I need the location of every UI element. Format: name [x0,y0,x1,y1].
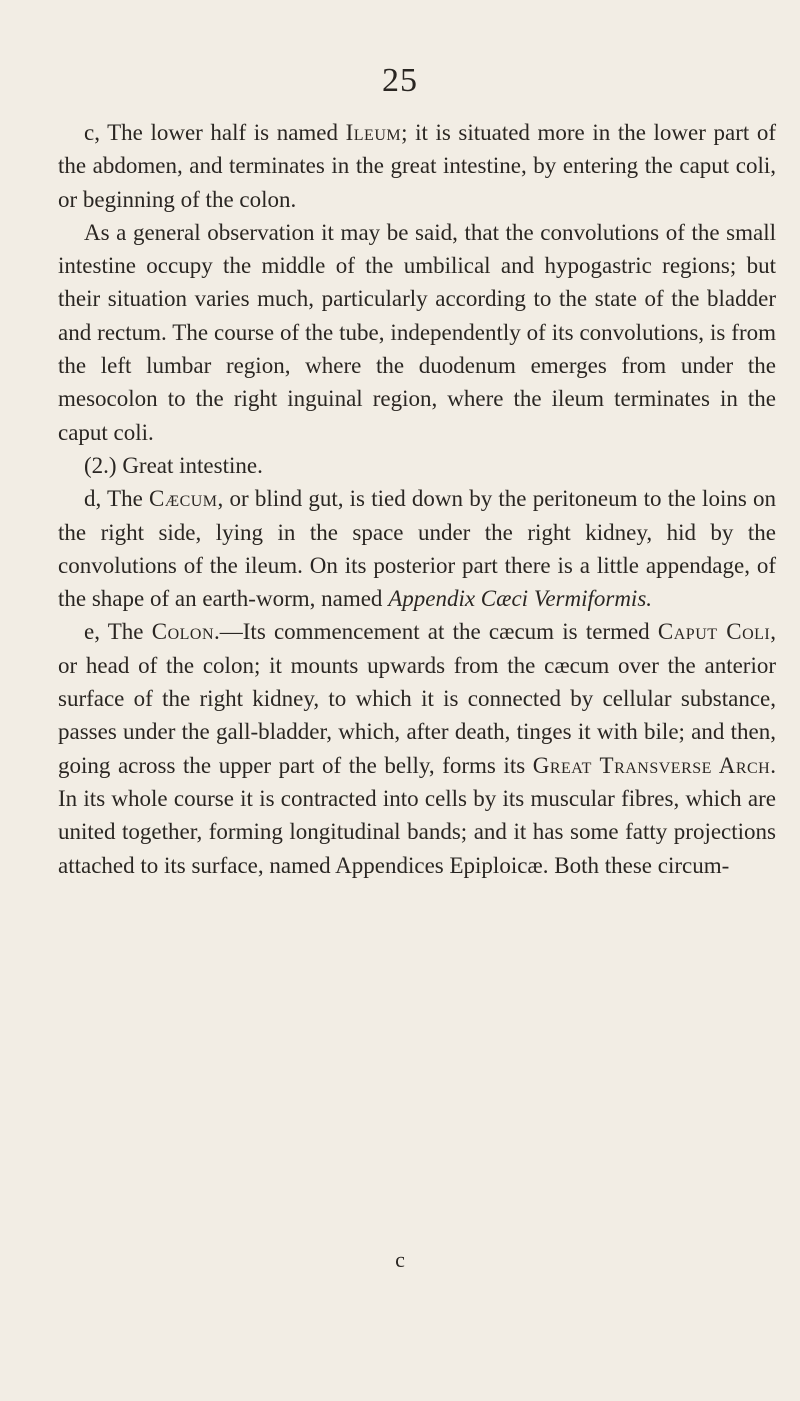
paragraph-colon [58,615,776,881]
text-run: . In its whole course it is contracted into cells by its muscular fibres, which are united together, forming longitudinal bands; and it has some fatty projections attached to its surface, named Appendices Epiploicæ. Both these circum- [58,752,776,878]
text-run: c, The lower half is named [84,120,346,145]
paragraph-great-intestine-heading: (2.) Great intestine. [84,452,263,478]
signature-mark: c [395,1247,405,1272]
term-ileum: Ileum [345,120,402,145]
term-great-transverse-arch: Great Transverse Arch [532,752,771,778]
paragraph-ileum [58,116,776,216]
text-run: ; it is situated more in the lower part of the abdomen, and terminates in the great intestine, by entering the caput coli, or beginning of the colon. [58,120,776,212]
term-appendix: Appendix Cæci Vermiformis. [388,586,653,612]
body-text [58,116,776,882]
text-run: .—Its commencement at the cæcum is termed [214,619,658,645]
text-run: , or head of the colon; it mounts upwards from the cæcum over the anterior surface of the right kidney, to which it is connected by cellular substance, passes under the gall-bladder, which, after death, tinges it with bile; and then, going across the upper part of the belly, forms its [58,619,776,778]
text-run: e, The [84,619,152,645]
paragraph-general-observation: As a general observation it may be said, that the convolutions of the small intestine occupy the middle of the umbilical and hypogastric regions; but their situation varies much, particularly according to the state of the bladder and rectum. The course of the tube, independently of its convolutions, is from the left lumbar region, where the duodenum emerges from under the mesocolon to the right inguinal region, where the ileum terminates in the caput coli. [58,219,776,445]
page-number: 25 [382,62,418,99]
term-colon: Colon [151,619,215,645]
paragraph-caecum [58,482,776,615]
text-run: d, The [84,486,149,512]
term-caput-coli: Caput Coli [657,619,771,645]
term-caecum: Cæcum [149,486,218,512]
text-run: , or blind gut, is tied down by the peritoneum to the loins on the right side, lying in the space under the right kidney, hid by the convolutions of the ileum. On its posterior part there is a little appendage, of the shape of an earth-worm, named [58,486,776,612]
